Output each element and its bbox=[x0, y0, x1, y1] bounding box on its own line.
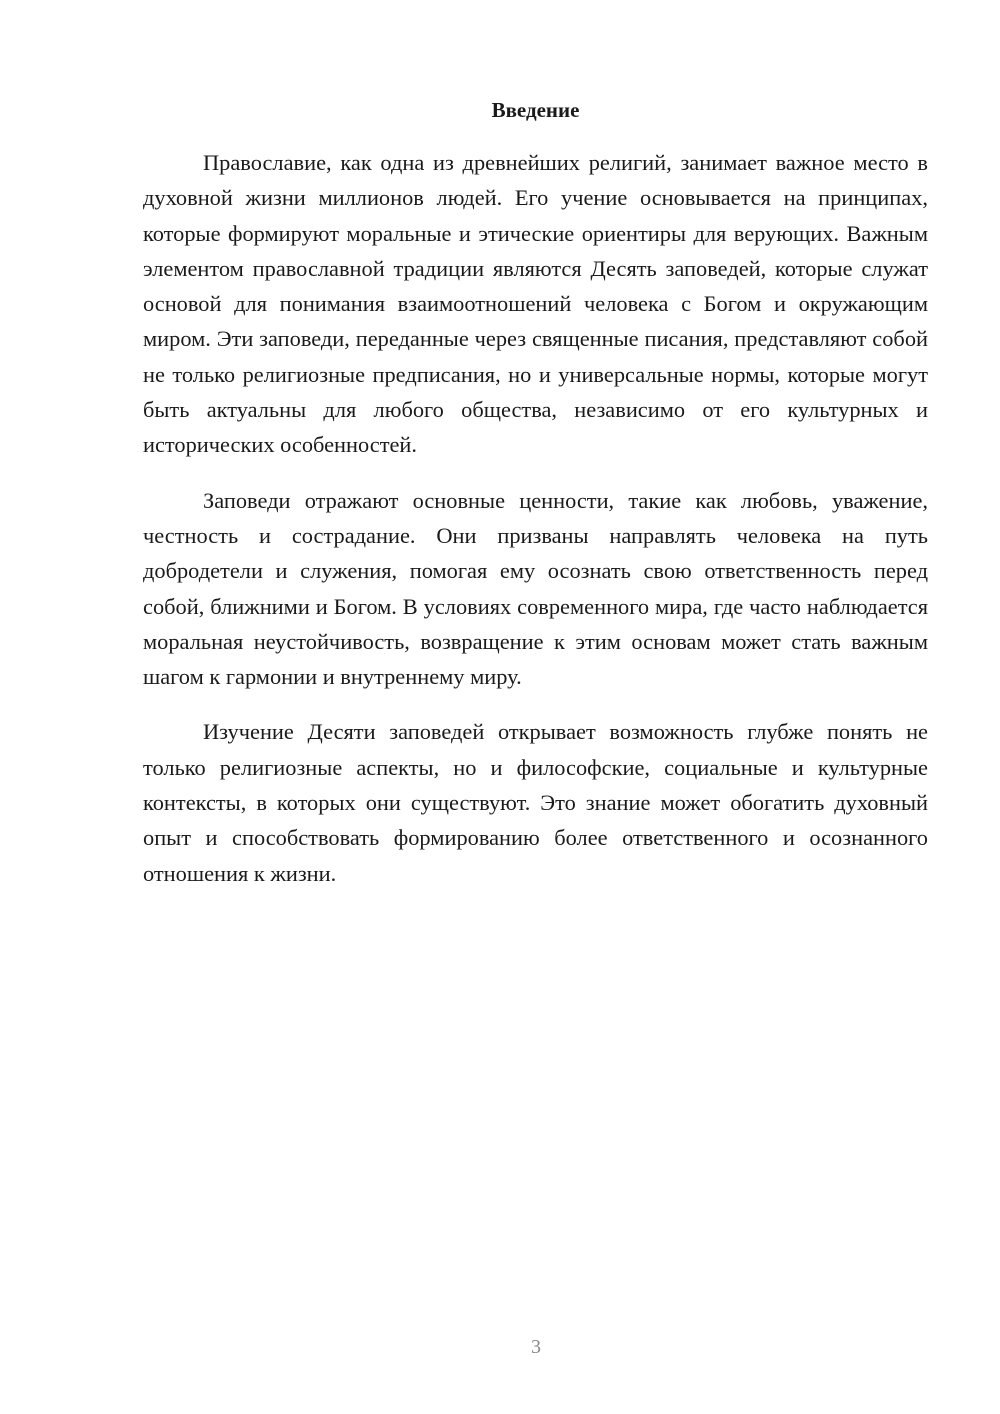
paragraph-1: Православие, как одна из древнейших религий, занимает важное место в духовной жизни миллионов людей. Его учение основывается на принципах, которые формируют моральные и этические ориентиры для верующих. Важным элементом православной традиции являются Десять заповедей, которые служат основой для понимания взаимоотношений человека с Богом и окружающим миром. Эти заповеди, переданные через священные писания, представляют собой не только религиозные предписания, но и универсальные нормы, которые могут быть актуальны для любого общества, независимо от его культурных и исторических особенностей. bbox=[143, 150, 928, 458]
paragraph-3: Изучение Десяти заповедей открывает возможность глубже понять не только религиозные аспекты, но и философские, социальные и культурные контексты, в которых они существуют. Это знание может обогатить духовный опыт и способствовать формированию более ответственного и осознанного отношения к жизни. bbox=[143, 719, 928, 886]
page-number: 3 bbox=[531, 1336, 541, 1358]
paragraph-2: Заповеди отражают основные ценности, такие как любовь, уважение, честность и сострадание. Они призваны направлять человека на путь добродетели и служения, помогая ему осознать свою ответственность перед собой, ближними и Богом. В условиях современного мира, где часто наблюдается моральная неустойчивость, возвращение к этим основам может стать важным шагом к гармонии и внутреннему миру. bbox=[143, 487, 928, 690]
page-content bbox=[143, 93, 928, 911]
section-title: Введение bbox=[491, 98, 580, 122]
